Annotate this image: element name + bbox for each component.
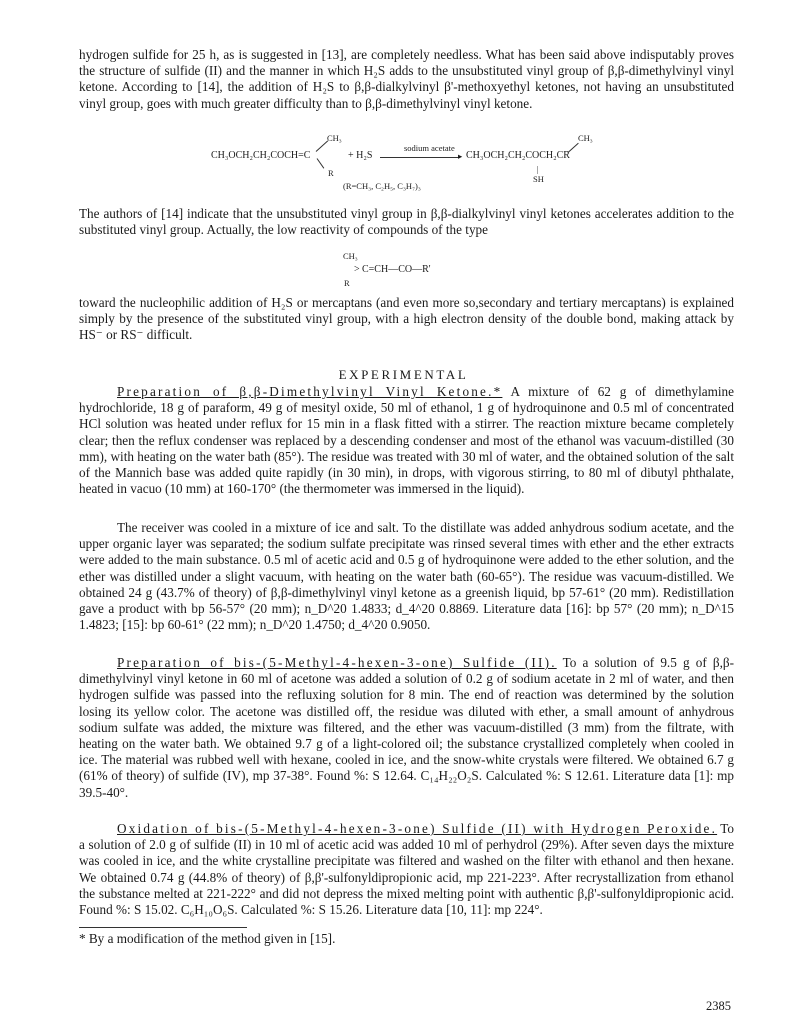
scheme2-ch3: CH₃ xyxy=(343,251,358,261)
section-1b xyxy=(79,520,734,633)
intro-text: hydrogen sulfide for 25 h, as is suggested in [13], are completely needless. What has been said above indisputably proves the structure of sulfide (II) and the manner in which H₂S adds to the unsubstituted vinyl group of β,β-dimethylvinyl vinyl ketone. According to [14], the addition of H₂S to β,β-dialkylvinyl β'-methoxyethyl ketones, not having an unsubstituted vinyl group, goes with much greater difficulty than to β,β-dimethylvinyl vinyl ketone. xyxy=(79,47,734,111)
scheme1-ch3-left: CH₃ xyxy=(327,133,342,143)
page-number: 2385 xyxy=(706,999,731,1013)
scheme1-arrow xyxy=(380,157,460,158)
section-2 xyxy=(79,655,734,801)
scheme2-r: R xyxy=(344,278,350,288)
scheme1-reactant: CH₃OCH₂CH₂COCH=C xyxy=(211,150,311,161)
scheme1-bond-down-left xyxy=(317,158,325,168)
section-3-body: To a solution of 2.0 g of sulfide (II) in 10 ml of acetic acid was added 10 ml of perhydrol (29%). After seven days the mixture was cooled in ice, and the white crystalline precipitate was filtered and washed on the filter with ethanol and then hexane. We obtained 0.74 g (44.8% of theory) of β,β'-sulfonyldipropionic acid, mp 221-223°. After recrystallization from ethanol the substance melted at 221-222° and did not depress the mixed melting point with authentic β,β'-sulfonyldipropionic acid. Found %: S 15.02. C₆H₁₀O₆S. Calculated %: S 15.26. Literature data [10, 11]: mp 224°. xyxy=(79,821,734,918)
scheme2-bracket: > xyxy=(354,264,360,275)
section-2-title: Preparation of bis-(5-Methyl-4-hexen-3-one) Sulfide (II). xyxy=(117,655,557,670)
scheme1-ch3-right: CH₃ xyxy=(578,133,593,143)
section-3-title: Oxidation of bis-(5-Methyl-4-hexen-3-one) Sulfide (II) with Hydrogen Peroxide. xyxy=(117,821,718,836)
paragraph-2 xyxy=(79,206,734,238)
section-1b-text: The receiver was cooled in a mixture of ice and salt. To the distillate was added anhydrous sodium acetate, and the upper organic layer was separated; the sodium sulfate precipitate was rinsed several times with ether and the ether extracts were added to the main substance. 0.5 ml of acetic acid and 0.5 g of hydroquinone were added to the ether solution, and the ether was distilled under a slight vacuum, with heating on the water bath (60-65°). The residue was vacuum-distilled. We obtained 24 g (43.7% of theory) of β,β-dimethylvinyl vinyl ketone as a greenish liquid, bp 57-61° (20 mm). Redistillation gave a product with bp 56-57° (20 mm); n_D^20 1.4833; d_4^20 0.8869. Literature data [16]: bp 57° (20 mm); n_D^15 1.4823; [15]: bp 60-61° (22 mm); n_D^20 1.4750; d_4^20 0.9050. xyxy=(79,520,734,633)
scheme1-plus-h2s: + H₂S xyxy=(348,150,373,161)
paragraph-3-text: toward the nucleophilic addition of H₂S or mercaptans (and even more so,secondary and tertiary mercaptans) is explained simply by the presence of the substituted vinyl group, with a high electron density of the double bond, making attack by HS⁻ or RS⁻ difficult. xyxy=(79,295,734,343)
paragraph-3 xyxy=(79,295,734,344)
scheme1-r-note: (R=CH₃, C₂H₅, C₃H₇)₃ xyxy=(343,181,421,191)
scheme1-bond-right xyxy=(568,143,579,153)
experimental-heading: EXPERIMENTAL xyxy=(338,367,469,382)
section-2-body: To a solution of 9.5 g of β,β-dimethylvinyl vinyl ketone in 60 ml of acetone was added a solution of 0.2 g of sodium acetate in 2 ml of water, and then hydrogen sulfide was passed into the refluxing solution for 8 min. The end of reaction was determined by the solution losing its yellow color. The acetone was distilled off, the residue was diluted with ether, a small amount of anhydrous sodium sulfate was added, the mixture was filtered, and the ether was vacuum-distilled (3 mm) from the filtrate, with heating on the water bath. We obtained 9.7 g of a light-colored oil; the substance crystallized completely when cooled in ice. The material was rubbed well with hexane, cooled in ice, and the snow-white crystals were filtered. We obtained 6.7 g (61% of theory) of sulfide (IV), mp 37-38°. Found %: S 12.64. C₁₄H₂₂O₂S. Calculated %: S 12.61. Literature data [1]: mp 39.5-40°. xyxy=(79,655,734,800)
section-1 xyxy=(79,384,734,497)
section-1-title: Preparation of β,β-Dimethylvinyl Vinyl Ketone.* xyxy=(117,384,503,399)
intro-paragraph xyxy=(79,47,734,112)
scheme1-r-left: R xyxy=(328,168,334,178)
scheme1-bond-up-left xyxy=(316,140,329,151)
footnote: * By a modification of the method given in [15]. xyxy=(79,931,336,946)
section-1-body: A mixture of 62 g of dimethylamine hydrochloride, 18 g of paraform, 49 g of mesityl oxide, 50 ml of ethanol, 1 g of hydroquinone and 0.5 ml of concentrated HCl solution was heated under reflux for 15 min in a flask fitted with a stirrer. The reaction mixture became completely clear; then the reflux condenser was replaced by a descending condenser and most of the ethanol was vacuum-distilled (30 mm), with heating on the water bath (85°). The residue was treated with 30 ml of water, and the obtained solution of the salt of the Mannich base was added quite rapidly (in 30 min), in drops, with vigorous stirring, to 80 ml of dibutyl phthalate, heated in vacuo (10 mm) at 160-170° (the thermometer was immersed in the liquid). xyxy=(79,384,734,497)
footnote-rule xyxy=(79,927,247,928)
scheme1-reagent: sodium acetate xyxy=(404,143,455,153)
scheme1-arrowhead: ▸ xyxy=(458,151,463,161)
scheme1-sh: SH xyxy=(533,174,544,184)
paragraph-2-text: The authors of [14] indicate that the unsubstituted vinyl group in β,β-dialkylvinyl vinyl ketones accelerates addition to the substituted vinyl group. Actually, the low reactivity of compounds of the type xyxy=(79,206,734,238)
scheme1-sh-bond: | xyxy=(537,165,539,174)
scheme2-core: C=CH—CO—R' xyxy=(362,264,431,275)
section-3 xyxy=(79,821,734,918)
scheme1-product: CH₃OCH₂CH₂COCH₂CR xyxy=(466,150,570,161)
